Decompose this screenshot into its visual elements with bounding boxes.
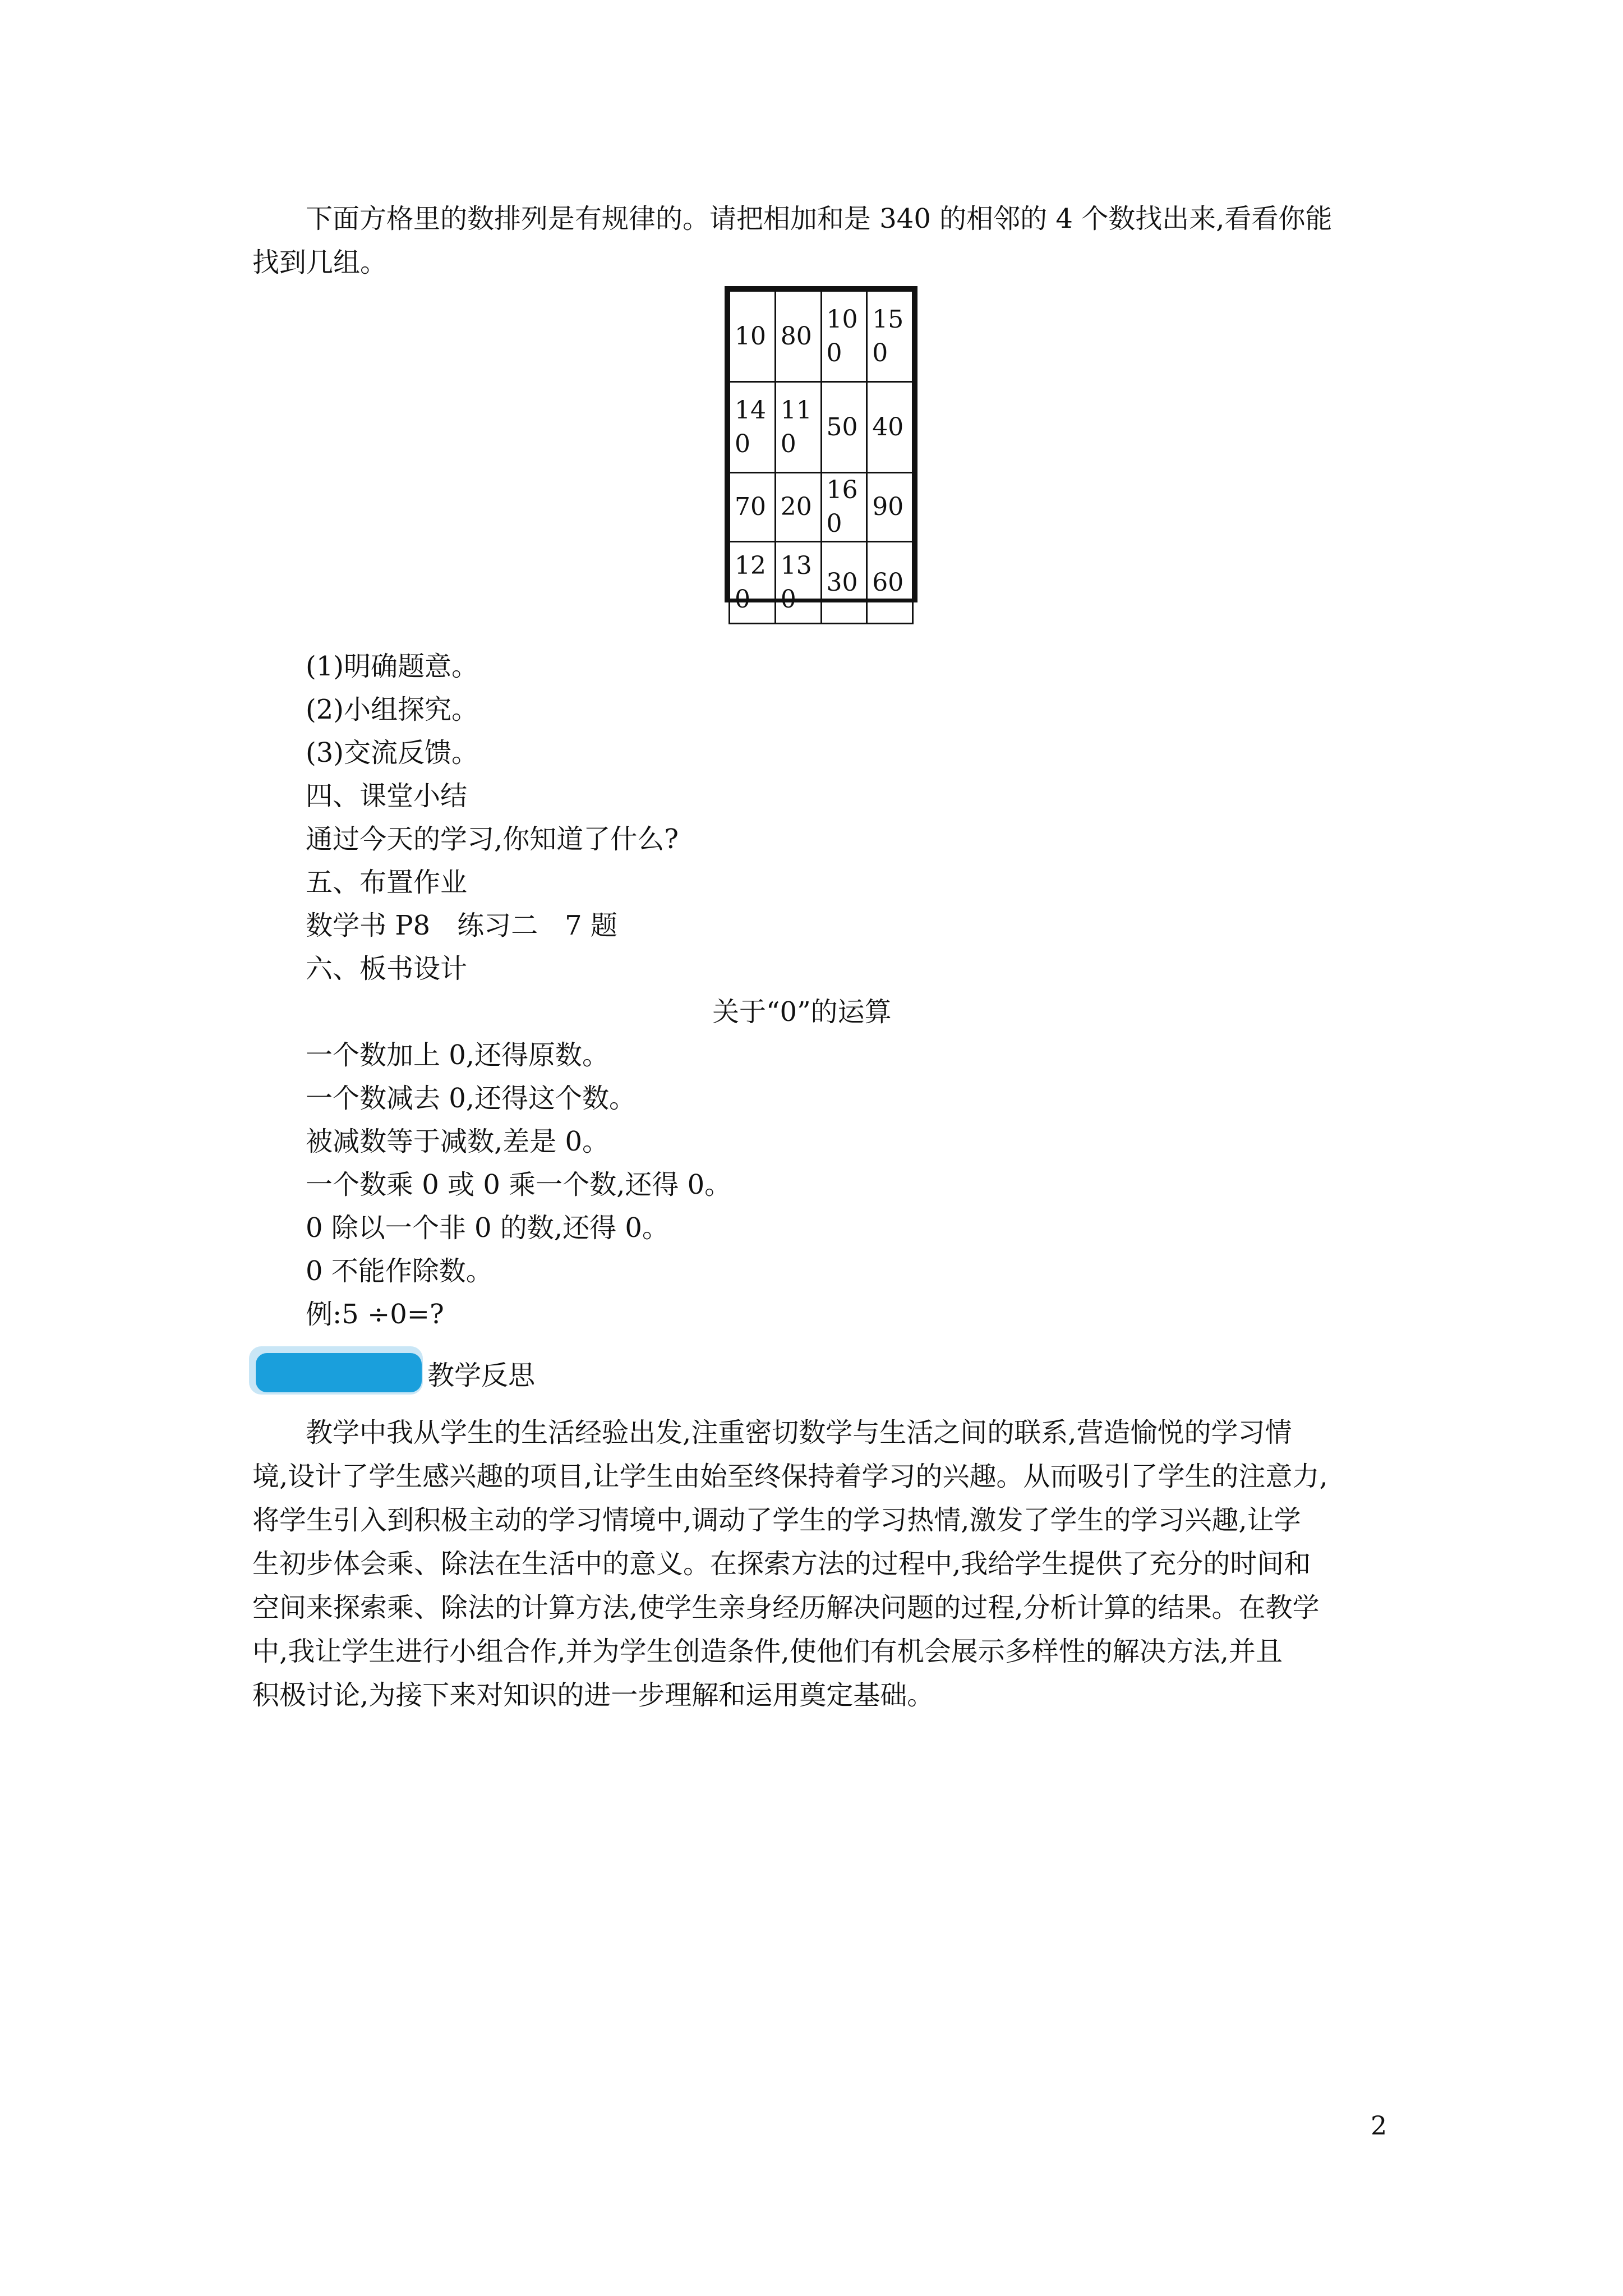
step-2: (2)小组探究。 (306, 694, 478, 725)
board-line-4: 一个数乘 0 或 0 乘一个数,还得 0。 (306, 1169, 732, 1200)
grid-cell: 60 (867, 542, 913, 624)
reflection-heading: 教学反思 (427, 1360, 536, 1391)
grid-cell: 10 (730, 291, 776, 382)
homework-heading: 五、布置作业 (306, 867, 468, 898)
reflection-line-7: 积极讨论,为接下来对知识的进一步理解和运用奠定基础。 (252, 1680, 934, 1711)
intro-line-2: 找到几组。 (252, 247, 388, 278)
board-line-3: 被减数等于减数,差是 0。 (306, 1126, 610, 1157)
board-line-6: 0 不能作除数。 (306, 1255, 493, 1287)
grid-cell: 110 (775, 382, 821, 473)
board-line-7: 例:5 ÷0=? (306, 1299, 444, 1330)
board-heading: 六、板书设计 (306, 953, 468, 984)
summary-heading: 四、课堂小结 (306, 780, 468, 812)
reflection-line-1: 教学中我从学生的生活经验出发,注重密切数学与生活之间的联系,营造愉悦的学习情 (306, 1417, 1292, 1448)
grid-cell: 40 (867, 382, 913, 473)
section-tag (256, 1353, 422, 1392)
number-grid (725, 286, 917, 614)
board-line-2: 一个数减去 0,还得这个数。 (306, 1083, 637, 1114)
summary-text: 通过今天的学习,你知道了什么? (306, 823, 679, 855)
reflection-line-4: 生初步体会乘、除法在生活中的意义。在探索方法的过程中,我给学生提供了充分的时间和 (252, 1548, 1311, 1580)
reflection-line-2: 境,设计了学生感兴趣的项目,让学生由始至终保持着学习的兴趣。从而吸引了学生的注意力, (252, 1461, 1328, 1492)
reflection-line-6: 中,我让学生进行小组合作,并为学生创造条件,使他们有机会展示多样性的解决方法,并且 (252, 1636, 1283, 1667)
intro-line-1: 下面方格里的数排列是有规律的。请把相加和是 340 的相邻的 4 个数找出来,看看你能 (306, 203, 1332, 234)
reflection-line-3: 将学生引入到积极主动的学习情境中,调动了学生的学习热情,激发了学生的学习兴趣,让学 (252, 1504, 1301, 1536)
page-number: 2 (1371, 2110, 1387, 2141)
grid-cell: 120 (730, 542, 776, 624)
step-3: (3)交流反馈。 (306, 737, 478, 769)
grid-cell: 30 (821, 542, 867, 624)
homework-text: 数学书 P8 练习二 7 题 (306, 910, 617, 941)
grid-cell: 90 (867, 473, 913, 542)
board-line-1: 一个数加上 0,还得原数。 (306, 1039, 610, 1071)
grid-cell: 70 (730, 473, 776, 542)
reflection-line-5: 空间来探索乘、除法的计算方法,使学生亲身经历解决问题的过程,分析计算的结果。在教学 (252, 1592, 1320, 1623)
grid-cell: 100 (821, 291, 867, 382)
step-1: (1)明确题意。 (306, 651, 478, 682)
board-line-5: 0 除以一个非 0 的数,还得 0。 (306, 1212, 669, 1244)
board-title: 关于“0”的运算 (712, 996, 892, 1028)
grid-cell: 150 (867, 291, 913, 382)
grid-cell: 130 (775, 542, 821, 624)
grid-cell: 20 (775, 473, 821, 542)
grid-cell: 140 (730, 382, 776, 473)
grid-cell: 160 (821, 473, 867, 542)
grid-cell: 80 (775, 291, 821, 382)
grid-cell: 50 (821, 382, 867, 473)
